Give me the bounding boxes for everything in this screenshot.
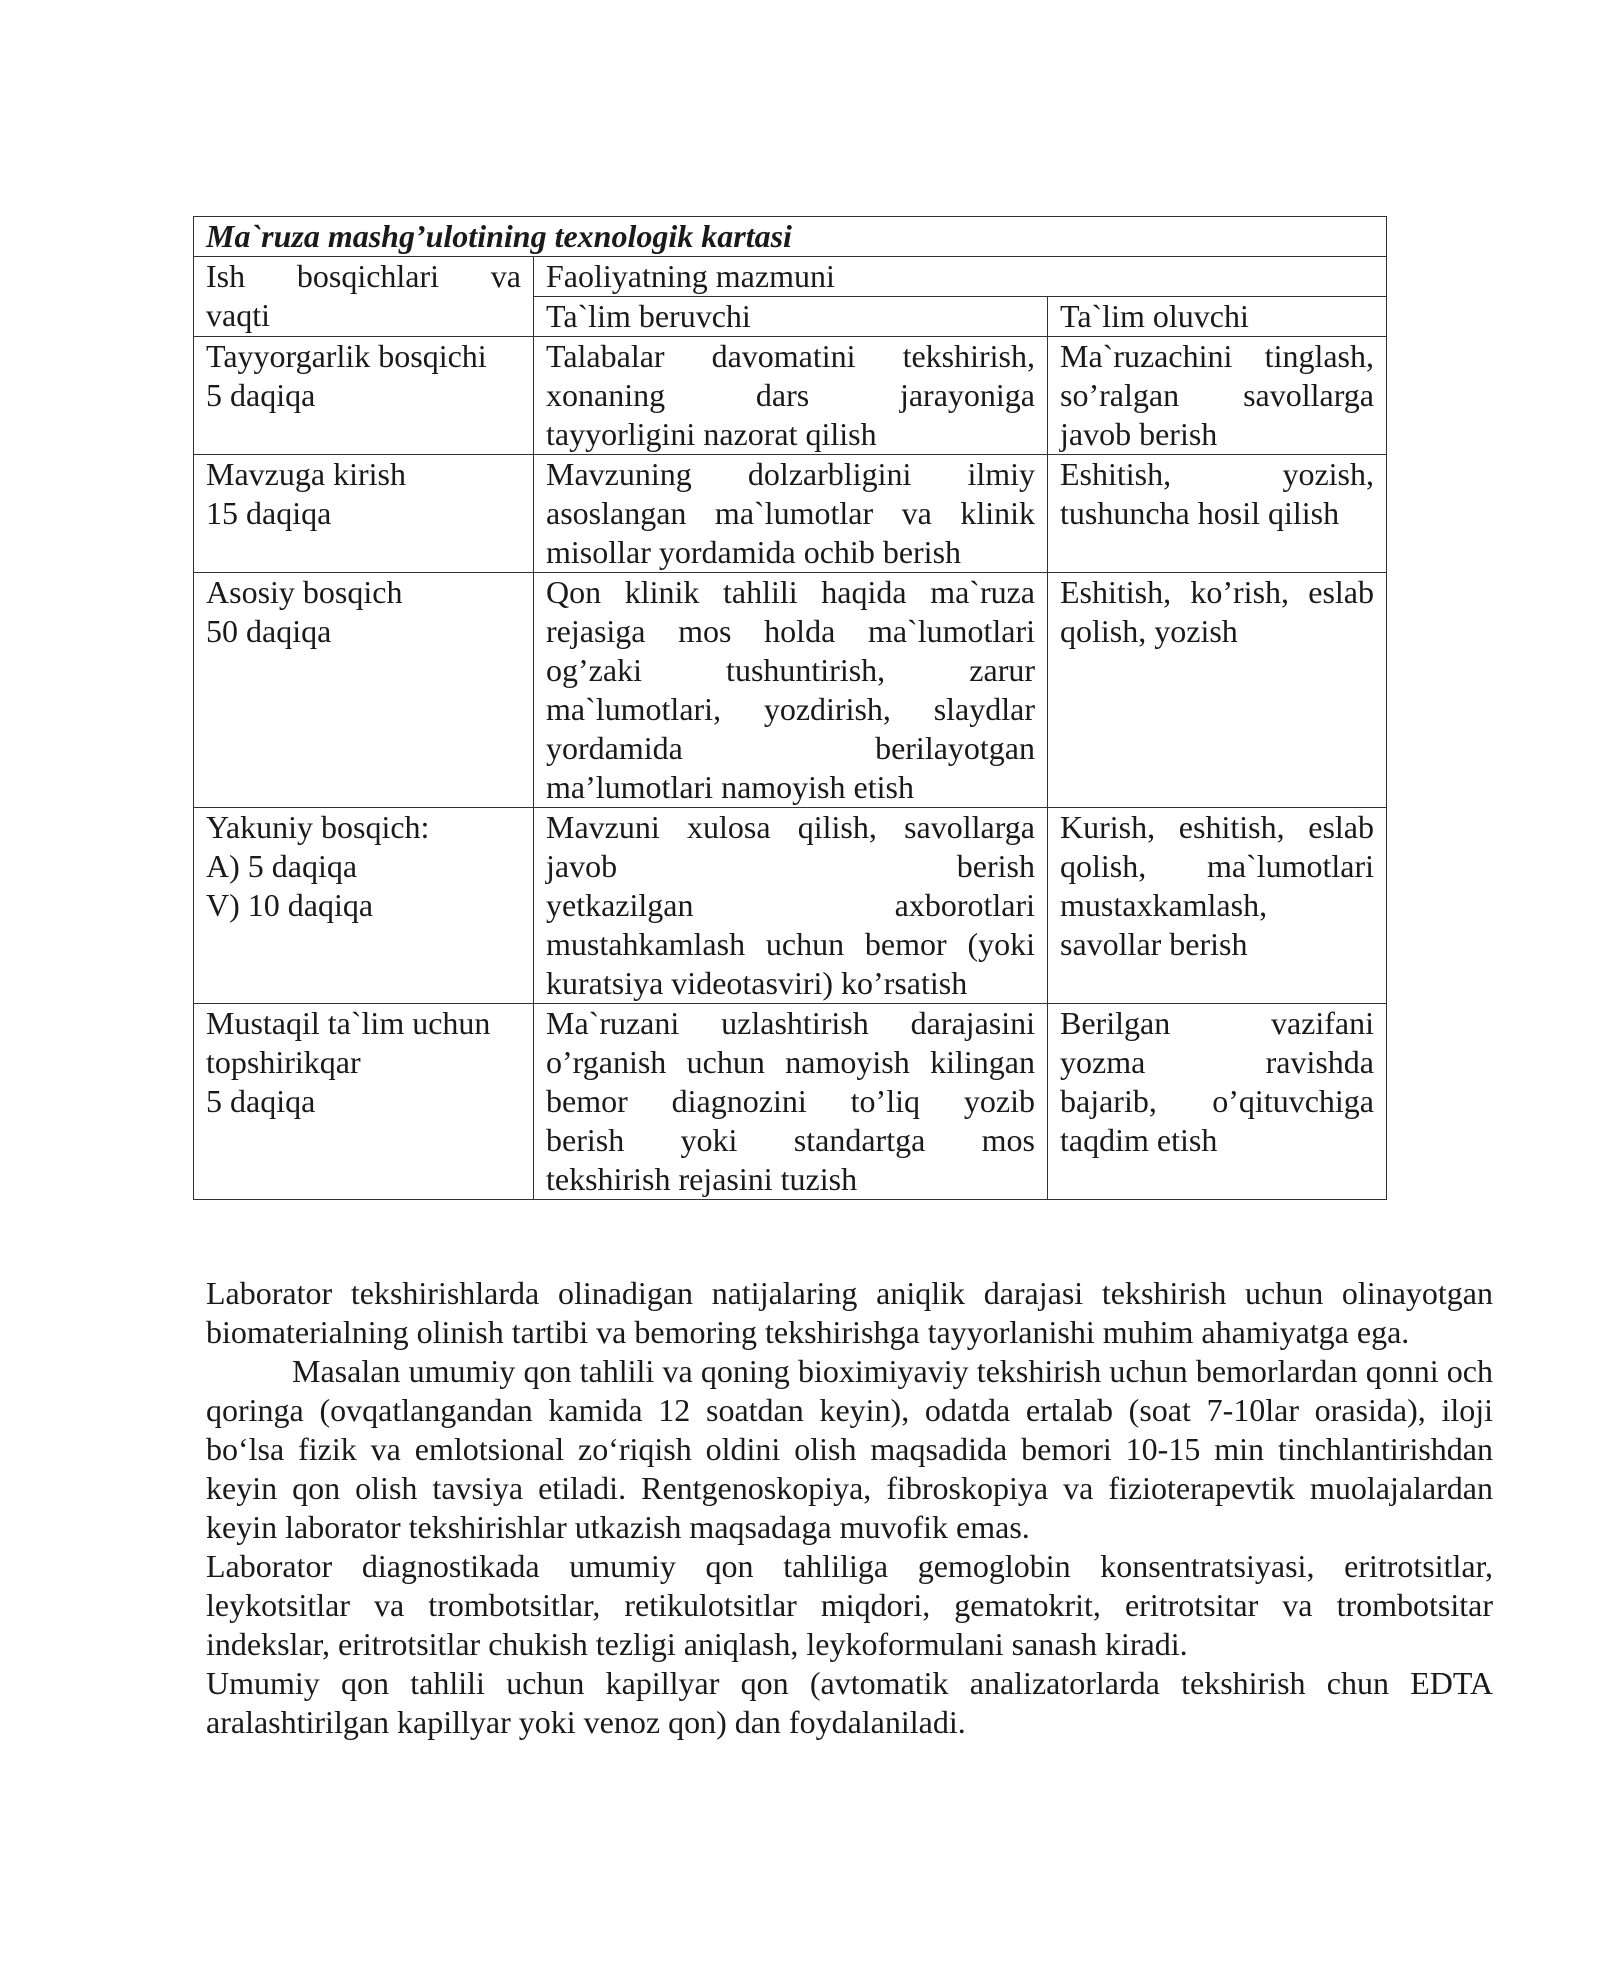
- cell-line: yordamida berilayotgan: [546, 730, 1035, 766]
- cell-line: A) 5 daqiqa: [206, 848, 358, 884]
- cell-line: xonaning dars jarayoniga: [546, 377, 1035, 413]
- cell-line: ma`lumotlari, yozdirish, slaydlar: [546, 691, 1035, 727]
- cell-line: Mustaqil ta`lim uchun: [206, 1005, 491, 1041]
- stage-column-header: [194, 257, 534, 337]
- student-cell: [1048, 455, 1387, 573]
- student-column-header: Ta`lim oluvchi: [1048, 297, 1387, 337]
- table-row: [194, 808, 1387, 1004]
- cell-line: tayyorligini nazorat qilish: [546, 416, 877, 452]
- teacher-column-header: Ta`lim beruvchi: [534, 297, 1048, 337]
- table-row: [194, 573, 1387, 808]
- body-text: [206, 1274, 1493, 1742]
- paragraph: Masalan umumiy qon tahlili va qoning bioximiyaviy tekshirish uchun bemorlardan qonni och qoringa (ovqatlangandan kamida 12 soatdan keyin), odatda ertalab (soat 7-10lar orasida), iloji bo‘lsa fizik va emlotsional zo‘riqish oldini olish maqsadida bemori 10-15 min tinchlantirishdan keyin qon olish tavsiya etiladi. Rentgenoskopiya, fibroskopiya va fizioterapevtik muolajalardan keyin laborator tekshirishlar utkazish maqsadaga muvofik emas.: [206, 1353, 1493, 1545]
- cell-line: Talabalar davomatini tekshirish,: [546, 338, 1035, 374]
- stage-cell: [194, 337, 534, 455]
- cell-line: Qon klinik tahlili haqida ma`ruza: [546, 574, 1035, 610]
- table-title: Ma`ruza mashg’ulotining texnologik kartasi: [194, 217, 1387, 257]
- table-row: [194, 1004, 1387, 1200]
- cell-line: o’rganish uchun namoyish kilingan: [546, 1044, 1035, 1080]
- cell-line: qolish, yozish: [1060, 613, 1238, 649]
- stage-cell: [194, 808, 534, 1004]
- cell-line: tekshirish rejasini tuzish: [546, 1161, 858, 1197]
- cell-line: Mavzuni xulosa qilish, savollarga: [546, 809, 1035, 845]
- stage-header-line: Ish bosqichlari va: [206, 258, 521, 294]
- cell-line: 5 daqiqa: [206, 377, 316, 413]
- activity-group-header: Faoliyatning mazmuni: [534, 257, 1387, 297]
- cell-line: Mavzuning dolzarbligini ilmiy: [546, 456, 1035, 492]
- cell-line: bemor diagnozini to’liq yozib: [546, 1083, 1035, 1119]
- table-body: [194, 337, 1387, 1200]
- teacher-cell: [534, 573, 1048, 808]
- cell-line: rejasiga mos holda ma`lumotlari: [546, 613, 1035, 649]
- cell-line: Mavzuga kirish: [206, 456, 406, 492]
- cell-line: javob berish: [1060, 416, 1218, 452]
- teacher-cell: [534, 337, 1048, 455]
- cell-line: misollar yordamida ochib berish: [546, 534, 962, 570]
- cell-line: kuratsiya videotasviri) ko’rsatish: [546, 965, 968, 1001]
- teacher-cell: [534, 808, 1048, 1004]
- cell-line: Asosiy bosqich: [206, 574, 403, 610]
- cell-line: Berilgan vazifani: [1060, 1005, 1374, 1041]
- cell-line: savollar berish: [1060, 926, 1248, 962]
- teacher-cell: [534, 1004, 1048, 1200]
- cell-line: topshirikqar: [206, 1044, 361, 1080]
- cell-line: mustaxkamlash,: [1060, 887, 1268, 923]
- table-row: [194, 337, 1387, 455]
- table-header-row-1: [194, 257, 1387, 297]
- cell-line: bajarib, o’qituvchiga: [1060, 1083, 1374, 1119]
- cell-line: tushuncha hosil qilish: [1060, 495, 1340, 531]
- stage-cell: [194, 1004, 534, 1200]
- cell-line: so’ralgan savollarga: [1060, 377, 1374, 413]
- cell-line: V) 10 daqiqa: [206, 887, 374, 923]
- cell-line: Tayyorgarlik bosqichi: [206, 338, 487, 374]
- cell-line: mustahkamlash uchun bemor (yoki: [546, 926, 1035, 962]
- cell-line: Kurish, eshitish, eslab: [1060, 809, 1374, 845]
- student-cell: [1048, 808, 1387, 1004]
- cell-line: Eshitish, ko’rish, eslab: [1060, 574, 1374, 610]
- technology-card-table: [193, 216, 1387, 1200]
- cell-line: yozma ravishda: [1060, 1044, 1374, 1080]
- table-row: [194, 455, 1387, 573]
- paragraph: Umumiy qon tahlili uchun kapillyar qon (avtomatik analizatorlarda tekshirish chun EDTA aralashtirilgan kapillyar yoki venoz qon) dan foydalaniladi.: [206, 1665, 1493, 1740]
- student-cell: [1048, 337, 1387, 455]
- cell-line: Yakuniy bosqich:: [206, 809, 430, 845]
- cell-line: qolish, ma`lumotlari: [1060, 848, 1374, 884]
- cell-line: og’zaki tushuntirish, zarur: [546, 652, 1035, 688]
- cell-line: ma’lumotlari namoyish etish: [546, 769, 914, 805]
- student-cell: [1048, 1004, 1387, 1200]
- stage-cell: [194, 455, 534, 573]
- cell-line: 5 daqiqa: [206, 1083, 316, 1119]
- stage-header-line: vaqti: [206, 297, 270, 333]
- stage-cell: [194, 573, 534, 808]
- cell-line: Eshitish, yozish,: [1060, 456, 1374, 492]
- cell-line: 50 daqiqa: [206, 613, 332, 649]
- cell-line: yetkazilgan axborotlari: [546, 887, 1035, 923]
- cell-line: berish yoki standartga mos: [546, 1122, 1035, 1158]
- cell-line: asoslangan ma`lumotlar va klinik: [546, 495, 1035, 531]
- cell-line: Ma`ruzachini tinglash,: [1060, 338, 1374, 374]
- cell-line: 15 daqiqa: [206, 495, 332, 531]
- table-title-row: [194, 217, 1387, 257]
- cell-line: taqdim etish: [1060, 1122, 1218, 1158]
- cell-line: Ma`ruzani uzlashtirish darajasini: [546, 1005, 1035, 1041]
- student-cell: [1048, 573, 1387, 808]
- paragraph: Laborator tekshirishlarda olinadigan natijalaring aniqlik darajasi tekshirish uchun olinayotgan biomaterialning olinish tartibi va bemoring tekshirishga tayyorlanishi muhim ahamiyatga ega.: [206, 1275, 1493, 1350]
- cell-line: javob berish: [546, 848, 1035, 884]
- paragraph: Laborator diagnostikada umumiy qon tahliliga gemoglobin konsentratsiyasi, eritrotsitlar, leykotsitlar va trombotsitlar, retikulotsitlar miqdori, gematokrit, eritrotsitar va trombotsitar indekslar, eritrotsitlar chukish tezligi aniqlash, leykoformulani sanash kiradi.: [206, 1548, 1493, 1662]
- teacher-cell: [534, 455, 1048, 573]
